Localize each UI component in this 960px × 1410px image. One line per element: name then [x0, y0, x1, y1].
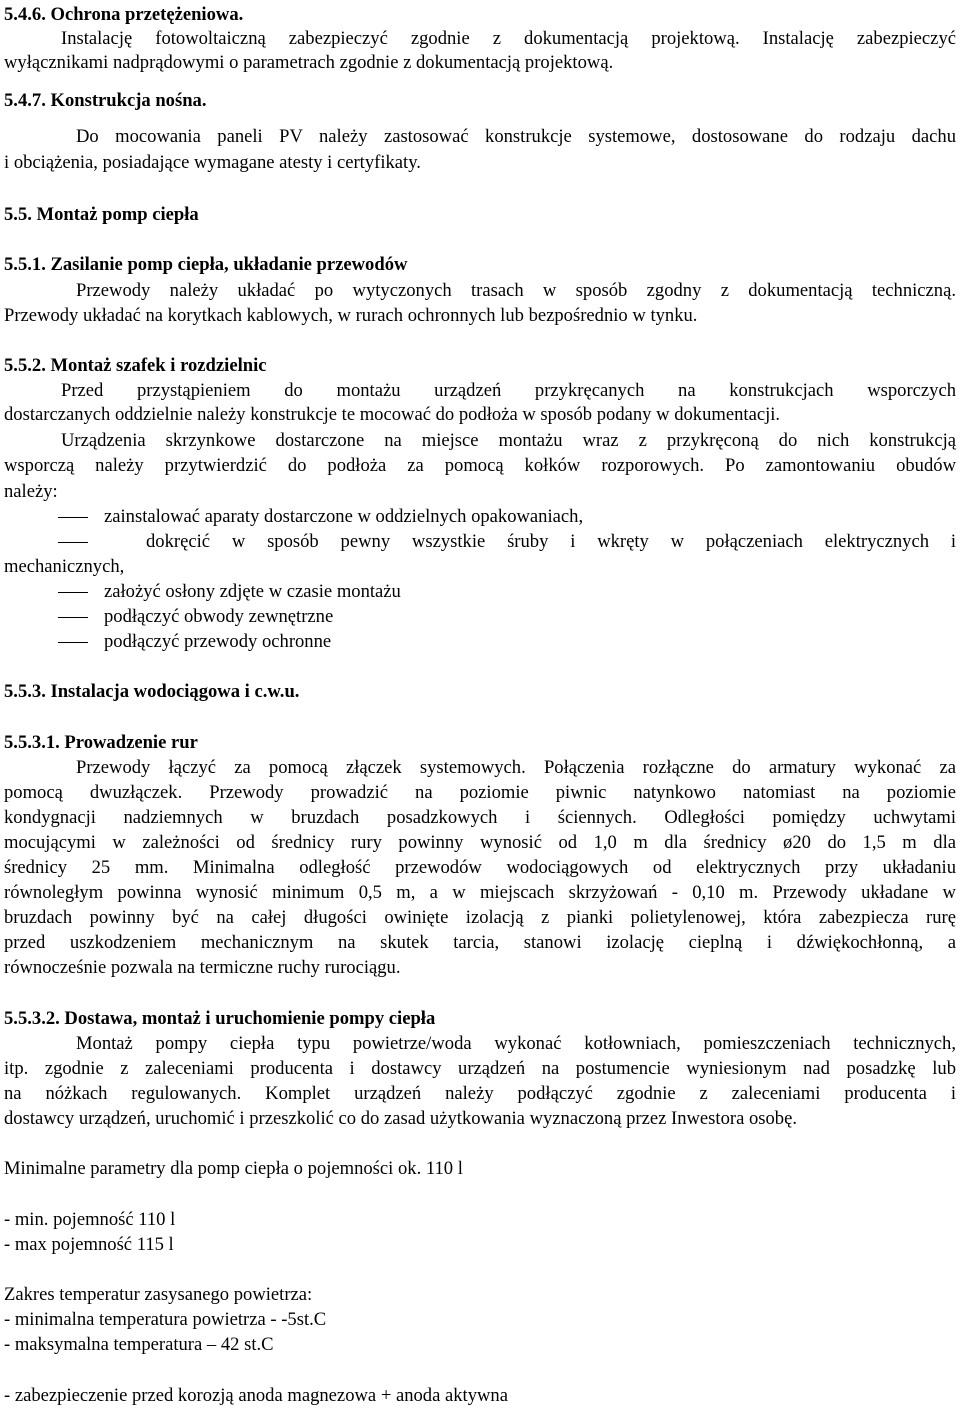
paragraph-line: itp. zgodnie z zaleceniami producenta i dostawcy urządzeń na postumencie wyniesionym nad posadzkę lub	[4, 1058, 956, 1079]
section-heading-5-5-3-2: 5.5.3.2. Dostawa, montaż i uruchomienie pompy ciepła	[4, 1008, 436, 1029]
param-max-temperature: - maksymalna temperatura – 42 st.C	[4, 1334, 274, 1355]
paragraph-line: Instalację fotowoltaiczną zabezpieczyć zgodnie z dokumentacją projektową. Instalację zabezpieczyć	[61, 28, 956, 49]
dash-bullet-icon	[58, 592, 88, 593]
section-heading-5-5-2: 5.5.2. Montaż szafek i rozdzielnic	[4, 355, 267, 376]
param-min-capacity: - min. pojemność 110 l	[4, 1209, 176, 1230]
paragraph-line: wyłącznikami nadprądowymi o parametrach zgodnie z dokumentacją projektową.	[4, 52, 614, 73]
section-heading-5-4-7: 5.4.7. Konstrukcja nośna.	[4, 90, 207, 111]
param-max-capacity: - max pojemność 115 l	[4, 1234, 174, 1255]
param-anode-protection: - zabezpieczenie przed korozją anoda magnezowa + anoda aktywna	[4, 1385, 508, 1406]
params-intro: Minimalne parametry dla pomp ciepła o pojemności ok. 110 l	[4, 1158, 463, 1179]
paragraph-line: dostawcy urządzeń, uruchomić i przeszkolić co do zasad użytkowania wyznaczoną przez Inwestora osobę.	[4, 1108, 797, 1129]
dash-bullet-icon	[58, 517, 88, 518]
paragraph-line: Do mocowania paneli PV należy zastosować konstrukcje systemowe, dostosowane do rodzaju dachu	[76, 126, 956, 147]
paragraph-line: Przed przystąpieniem do montażu urządzeń przykręcanych na konstrukcjach wsporczych	[61, 380, 956, 401]
dash-bullet-icon	[58, 542, 88, 543]
section-heading-5-5: 5.5. Montaż pomp ciepła	[4, 204, 199, 225]
paragraph-line: Urządzenia skrzynkowe dostarczone na miejsce montażu wraz z przykręconą do nich konstrukcją	[61, 430, 956, 451]
paragraph-line: równoległym powinna wynosić minimum 0,5 m, a w miejscach skrzyżowań - 0,10 m. Przewody układane w	[4, 882, 956, 903]
paragraph-line: Przewody układać na korytkach kablowych, w rurach ochronnych lub bezpośrednio w tynku.	[4, 305, 698, 326]
paragraph-line: kondygnacji nadziemnych w bruzdach posadzkowych i ściennych. Odległości pomiędzy uchwytami	[4, 807, 956, 828]
paragraph-line: Montaż pompy ciepła typu powietrze/woda wykonać kotłowniach, pomieszczeniach technicznych,	[76, 1033, 956, 1054]
paragraph-line: należy:	[4, 481, 58, 502]
section-heading-5-5-3-1: 5.5.3.1. Prowadzenie rur	[4, 732, 198, 753]
paragraph-line: mocującymi w zależności od średnicy rury powinny wynosić od 1,0 m dla średnicy ø20 do 1,5 m dla	[4, 832, 956, 853]
list-item-continuation: mechanicznych,	[4, 556, 125, 577]
section-heading-5-5-1: 5.5.1. Zasilanie pomp ciepła, układanie przewodów	[4, 254, 408, 275]
temp-range-heading: Zakres temperatur zasysanego powietrza:	[4, 1284, 313, 1305]
paragraph-line: dostarczanych oddzielnie należy konstrukcje te mocować do podłoża w sposób podany w dokumentacji.	[4, 404, 781, 425]
param-min-temperature: - minimalna temperatura powietrza - -5st.C	[4, 1309, 327, 1330]
paragraph-line: średnicy 25 mm. Minimalna odległość przewodów wodociągowych od elektrycznych przy układaniu	[4, 857, 956, 878]
paragraph-line: przed uszkodzeniem mechanicznym na skutek tarcia, stanowi izolację cieplną i dźwiękochłonną, a	[4, 932, 956, 953]
paragraph-line: Przewody łączyć za pomocą złączek systemowych. Połączenia rozłączne do armatury wykonać za	[76, 757, 956, 778]
section-heading-5-4-6: 5.4.6. Ochrona przetężeniowa.	[4, 4, 244, 25]
paragraph-line: Przewody należy układać po wytyczonych trasach w sposób zgodny z dokumentacją techniczną.	[76, 280, 956, 301]
paragraph-line: równocześnie pozwala na termiczne ruchy rurociągu.	[4, 957, 401, 978]
paragraph-line: pomocą dwuzłączek. Przewody prowadzić na poziomie piwnic natynkowo natomiast na poziomie	[4, 782, 956, 803]
paragraph-line: wsporczą należy przytwierdzić do podłoża za pomocą kołków rozporowych. Po zamontowaniu obudów	[4, 455, 956, 476]
dash-bullet-icon	[58, 617, 88, 618]
paragraph-line: i obciążenia, posiadające wymagane atesty i certyfikaty.	[4, 152, 421, 173]
paragraph-line: na nóżkach regulowanych. Komplet urządzeń należy podłączyć zgodnie z zaleceniami producenta i	[4, 1083, 956, 1104]
section-heading-5-5-3: 5.5.3. Instalacja wodociągowa i c.w.u.	[4, 681, 300, 702]
paragraph-line: bruzdach powinny być na całej długości owinięte izolacją z pianki polietylenowej, która zabezpiecza rurę	[4, 907, 956, 928]
dash-bullet-icon	[58, 642, 88, 643]
